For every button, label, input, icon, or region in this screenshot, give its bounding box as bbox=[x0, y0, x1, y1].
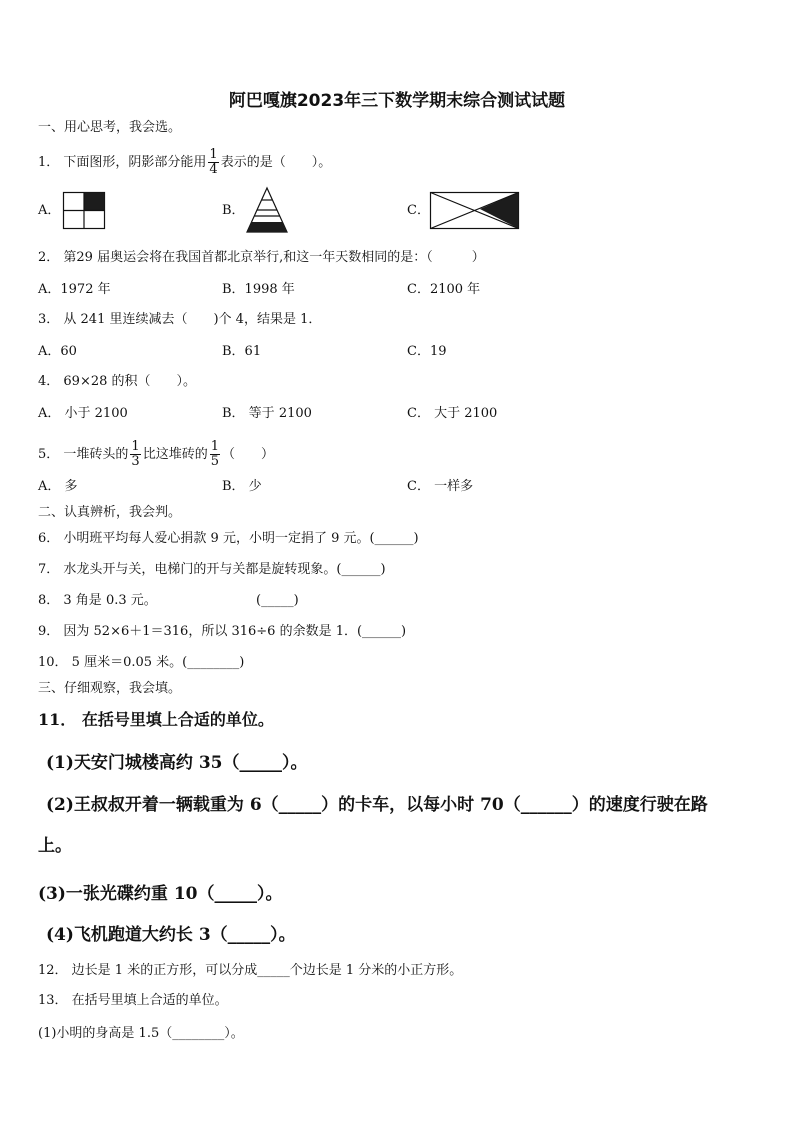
section-2-heading: 二、认真辨析，我会判。 bbox=[38, 505, 182, 520]
question-11-part-4: (4)飞机跑道大约长 3（_____）。 bbox=[46, 925, 296, 945]
fraction-one-fifth bbox=[210, 440, 220, 469]
fraction-numerator: 1 bbox=[209, 147, 218, 162]
fraction-one-quarter bbox=[208, 148, 218, 177]
question-4: 4． 69×28 的积（ ）。 bbox=[38, 374, 197, 389]
fraction-denominator: 5 bbox=[210, 454, 219, 469]
fraction-numerator: 1 bbox=[210, 439, 219, 454]
question-12: 12． 边长是 1 米的正方形，可以分成_____个边长是 1 分米的小正方形。 bbox=[38, 963, 463, 978]
fraction-numerator: 1 bbox=[131, 439, 140, 454]
q4-option-b: B． 等于 2100 bbox=[222, 406, 312, 421]
question-9: 9． 因为 52×6＋1＝316，所以 316÷6 的余数是 1．(______) bbox=[38, 624, 407, 639]
question-11-part-1: (1)天安门城楼高约 35（_____）。 bbox=[46, 753, 308, 773]
q3-option-a: A．60 bbox=[38, 344, 77, 359]
q4-option-a: A． 小于 2100 bbox=[38, 406, 128, 421]
fraction-one-third bbox=[130, 440, 140, 469]
q3-option-b: B．61 bbox=[222, 344, 262, 359]
q2-option-c: C．2100 年 bbox=[407, 282, 481, 297]
question-5-middle: 比这堆砖的 bbox=[142, 447, 208, 462]
triangle-layered-figure bbox=[246, 187, 288, 233]
square-grid-figure bbox=[63, 192, 105, 229]
option-c-label: C． bbox=[407, 203, 430, 218]
rectangle-diagonal-figure bbox=[430, 192, 520, 229]
fraction-denominator: 4 bbox=[209, 162, 218, 177]
question-13-part-1: (1)小明的身高是 1.5（________）。 bbox=[38, 1026, 244, 1041]
question-11-title: 11． 在括号里填上合适的单位。 bbox=[38, 710, 274, 729]
question-5-prefix: 5． 一堆砖头的 bbox=[38, 447, 129, 462]
question-5-suffix: （ ） bbox=[221, 447, 274, 462]
question-6: 6． 小明班平均每人爱心捐款 9 元，小明一定捐了 9 元。(______) bbox=[38, 531, 419, 546]
question-3: 3． 从 241 里连续减去（ )个 4，结果是 1． bbox=[38, 312, 322, 327]
question-1 bbox=[38, 148, 331, 177]
question-2: 2． 第29 届奥运会将在我国首都北京举行,和这一年天数相同的是：（ ） bbox=[38, 250, 485, 265]
q3-option-c: C．19 bbox=[407, 344, 447, 359]
page-title: 阿巴嘎旗2023年三下数学期末综合测试试题 bbox=[228, 91, 566, 111]
fraction-denominator: 3 bbox=[131, 454, 140, 469]
question-5 bbox=[38, 440, 274, 469]
question-8-blank: (_____) bbox=[256, 593, 299, 608]
q5-option-c: C． 一样多 bbox=[407, 479, 474, 494]
question-13-title: 13． 在括号里填上合适的单位。 bbox=[38, 993, 228, 1008]
question-11-part-2: (2)王叔叔开着一辆载重为 6（_____）的卡车，以每小时 70（______）的速度行驶在路 bbox=[46, 795, 708, 815]
q2-option-b: B．1998 年 bbox=[222, 282, 295, 297]
question-11-part-2-continued: 上。 bbox=[38, 836, 72, 856]
q5-option-b: B． 少 bbox=[222, 479, 262, 494]
q4-option-c: C． 大于 2100 bbox=[407, 406, 498, 421]
question-1-suffix: 表示的是（ ）。 bbox=[220, 155, 332, 170]
option-a-label: A． bbox=[38, 203, 61, 218]
question-1-prefix: 1． 下面图形，阴影部分能用 bbox=[38, 155, 207, 170]
question-11-part-3: (3)一张光碟约重 10（_____）。 bbox=[38, 884, 283, 904]
question-7: 7． 水龙头开与关，电梯门的开与关都是旋转现象。(______) bbox=[38, 562, 386, 577]
question-8: 8． 3 角是 0.3 元。 bbox=[38, 593, 157, 608]
q2-option-a: A．1972 年 bbox=[38, 282, 111, 297]
q5-option-a: A． 多 bbox=[38, 479, 78, 494]
question-10: 10． 5 厘米＝0.05 米。(________) bbox=[38, 655, 245, 670]
option-b-label: B． bbox=[222, 203, 245, 218]
section-1-heading: 一、用心思考，我会选。 bbox=[38, 120, 182, 135]
section-3-heading: 三、仔细观察，我会填。 bbox=[38, 681, 182, 696]
